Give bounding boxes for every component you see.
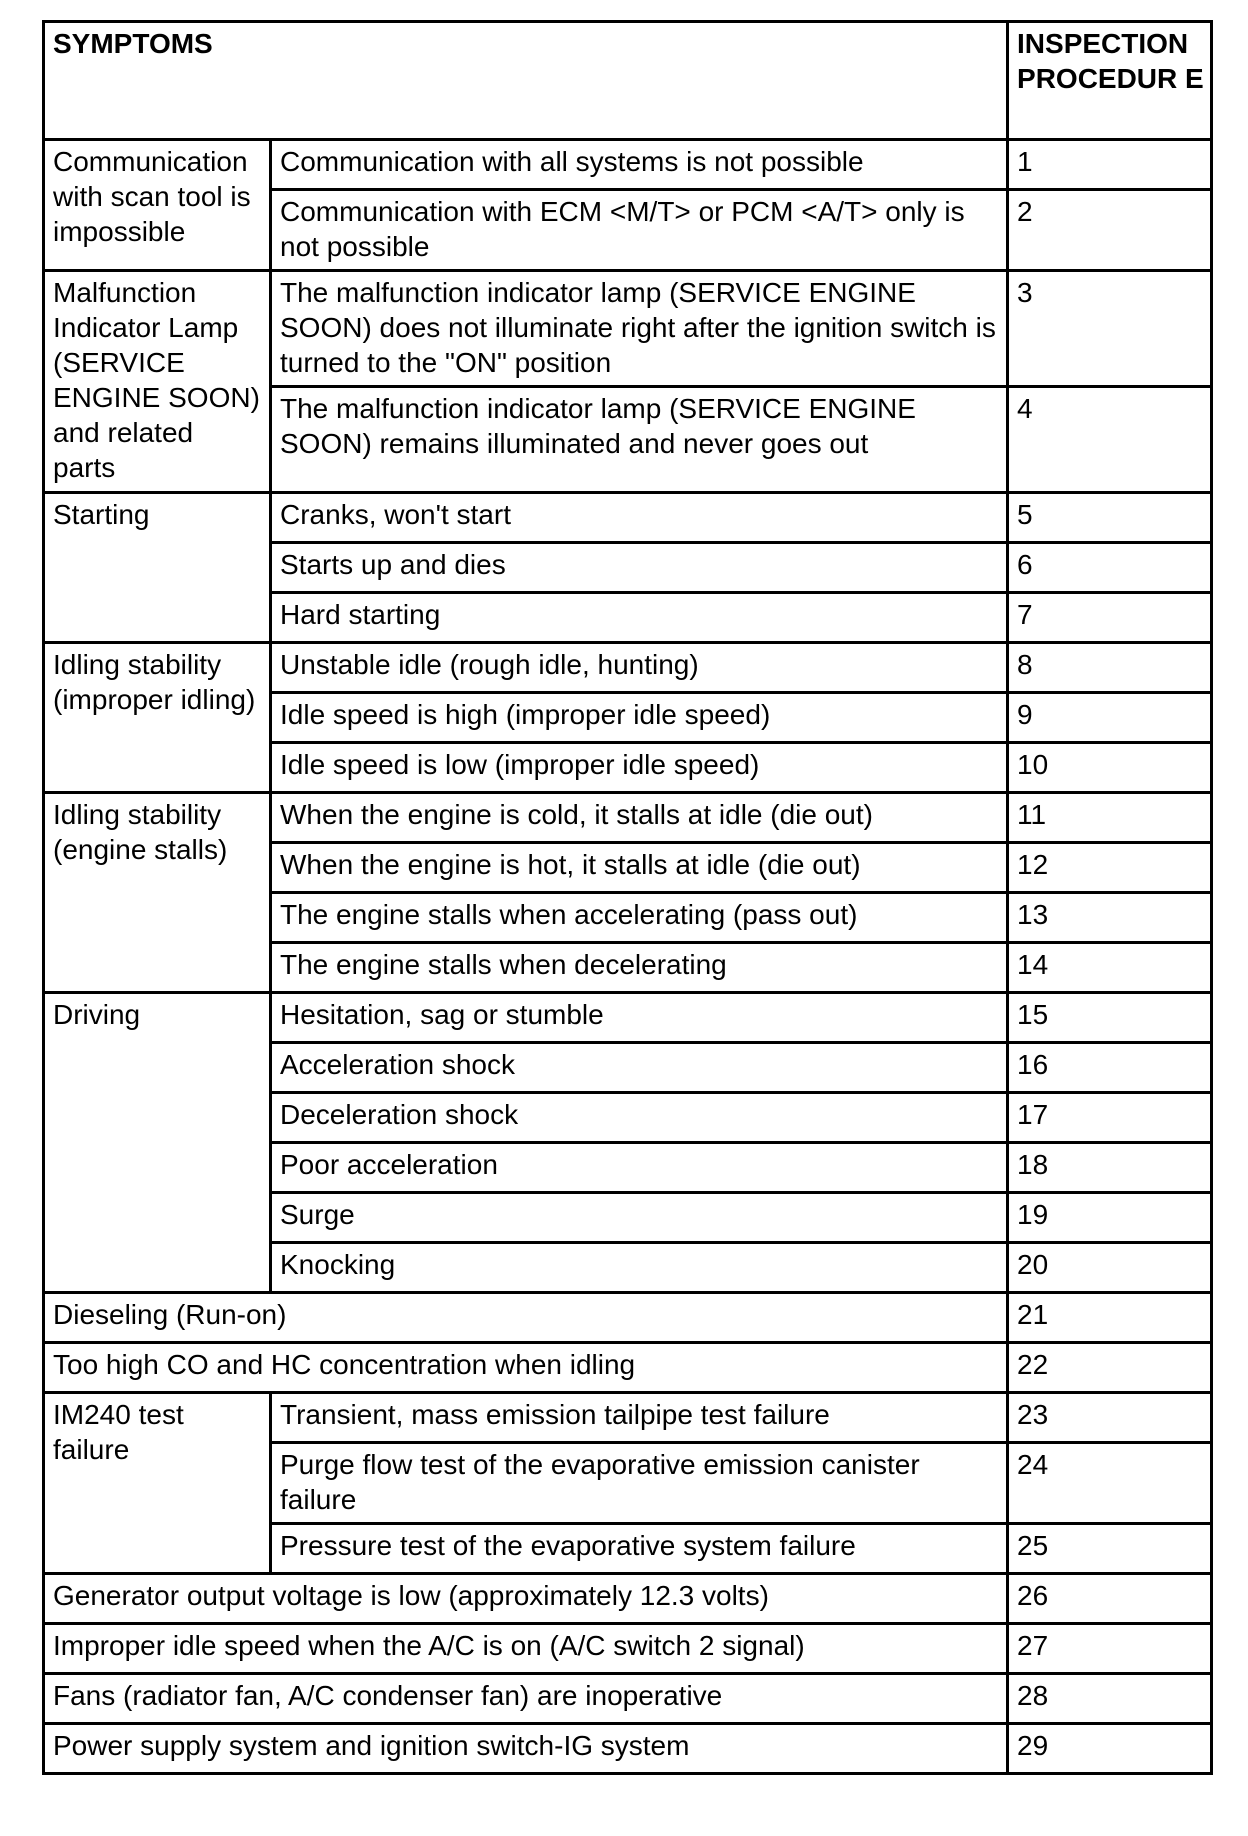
procedure-cell: 11: [1008, 793, 1212, 843]
procedure-cell: 12: [1008, 843, 1212, 893]
table-row: [44, 140, 1212, 190]
procedure-cell: 23: [1008, 1393, 1212, 1443]
symptom-cell: The malfunction indicator lamp (SERVICE ENGINE SOON) does not illuminate right after the ignition switch is turned to the "ON" position: [271, 271, 1008, 387]
table-row: [44, 643, 1212, 693]
procedure-cell: 10: [1008, 743, 1212, 793]
symptom-cell: Hard starting: [271, 593, 1008, 643]
procedure-cell: 9: [1008, 693, 1212, 743]
table-row: [44, 271, 1212, 387]
procedure-cell: 14: [1008, 943, 1212, 993]
table-row: [44, 1343, 1212, 1393]
symptom-cell: Communication with all systems is not possible: [271, 140, 1008, 190]
symptom-cell: Pressure test of the evaporative system failure: [271, 1524, 1008, 1574]
table-row: [44, 1574, 1212, 1624]
symptom-cell: The engine stalls when accelerating (pass out): [271, 893, 1008, 943]
procedure-cell: 20: [1008, 1243, 1212, 1293]
table-row: [44, 1674, 1212, 1724]
symptom-cell: When the engine is hot, it stalls at idle (die out): [271, 843, 1008, 893]
procedure-cell: 2: [1008, 190, 1212, 271]
procedure-cell: 4: [1008, 387, 1212, 493]
symptom-cell: Acceleration shock: [271, 1043, 1008, 1093]
symptom-cell: Surge: [271, 1193, 1008, 1243]
table-row: [44, 793, 1212, 843]
procedure-cell: 29: [1008, 1724, 1212, 1774]
symptom-cell: Power supply system and ignition switch-IG system: [44, 1724, 1008, 1774]
procedure-cell: 18: [1008, 1143, 1212, 1193]
table-row: [44, 1724, 1212, 1774]
symptom-cell: Deceleration shock: [271, 1093, 1008, 1143]
group-label: Communication with scan tool is impossible: [44, 140, 271, 271]
group-label: Malfunction Indicator Lamp (SERVICE ENGINE SOON) and related parts: [44, 271, 271, 493]
group-label: IM240 test failure: [44, 1393, 271, 1574]
symptom-cell: Starts up and dies: [271, 543, 1008, 593]
symptom-cell: Generator output voltage is low (approximately 12.3 volts): [44, 1574, 1008, 1624]
procedure-cell: 7: [1008, 593, 1212, 643]
symptom-cell: Cranks, won't start: [271, 493, 1008, 543]
symptom-cell: Idle speed is low (improper idle speed): [271, 743, 1008, 793]
symptom-procedure-table: [42, 20, 1213, 1775]
symptom-cell: Too high CO and HC concentration when idling: [44, 1343, 1008, 1393]
symptom-cell: Poor acceleration: [271, 1143, 1008, 1193]
procedure-cell: 28: [1008, 1674, 1212, 1724]
table-row: [44, 493, 1212, 543]
procedure-cell: 16: [1008, 1043, 1212, 1093]
table-row: [44, 1624, 1212, 1674]
procedure-cell: 24: [1008, 1443, 1212, 1524]
procedure-cell: 21: [1008, 1293, 1212, 1343]
procedure-cell: 5: [1008, 493, 1212, 543]
procedure-cell: 3: [1008, 271, 1212, 387]
symptom-cell: Purge flow test of the evaporative emission canister failure: [271, 1443, 1008, 1524]
table-row: [44, 1393, 1212, 1443]
procedure-cell: 22: [1008, 1343, 1212, 1393]
symptom-cell: The engine stalls when decelerating: [271, 943, 1008, 993]
symptom-cell: Hesitation, sag or stumble: [271, 993, 1008, 1043]
procedure-cell: 26: [1008, 1574, 1212, 1624]
procedure-cell: 8: [1008, 643, 1212, 693]
procedure-cell: 6: [1008, 543, 1212, 593]
group-label: Idling stability (engine stalls): [44, 793, 271, 993]
procedure-cell: 19: [1008, 1193, 1212, 1243]
symptom-cell: The malfunction indicator lamp (SERVICE ENGINE SOON) remains illuminated and never goes out: [271, 387, 1008, 493]
procedure-cell: 17: [1008, 1093, 1212, 1143]
procedure-cell: 25: [1008, 1524, 1212, 1574]
table-row: [44, 1293, 1212, 1343]
symptom-cell: When the engine is cold, it stalls at idle (die out): [271, 793, 1008, 843]
procedure-cell: 1: [1008, 140, 1212, 190]
table-row: [44, 993, 1212, 1043]
symptom-cell: Dieseling (Run-on): [44, 1293, 1008, 1343]
symptom-cell: Communication with ECM <M/T> or PCM <A/T> only is not possible: [271, 190, 1008, 271]
symptom-cell: Knocking: [271, 1243, 1008, 1293]
procedure-header: INSPECTION PROCEDUR E: [1008, 22, 1212, 140]
group-label: Idling stability (improper idling): [44, 643, 271, 793]
symptom-cell: Unstable idle (rough idle, hunting): [271, 643, 1008, 693]
symptoms-header: SYMPTOMS: [44, 22, 1008, 140]
group-label: Driving: [44, 993, 271, 1293]
procedure-cell: 13: [1008, 893, 1212, 943]
symptom-cell: Transient, mass emission tailpipe test failure: [271, 1393, 1008, 1443]
header-row: [44, 22, 1212, 140]
symptom-cell: Idle speed is high (improper idle speed): [271, 693, 1008, 743]
procedure-cell: 15: [1008, 993, 1212, 1043]
group-label: Starting: [44, 493, 271, 643]
symptom-cell: Fans (radiator fan, A/C condenser fan) are inoperative: [44, 1674, 1008, 1724]
symptom-cell: Improper idle speed when the A/C is on (A/C switch 2 signal): [44, 1624, 1008, 1674]
procedure-cell: 27: [1008, 1624, 1212, 1674]
